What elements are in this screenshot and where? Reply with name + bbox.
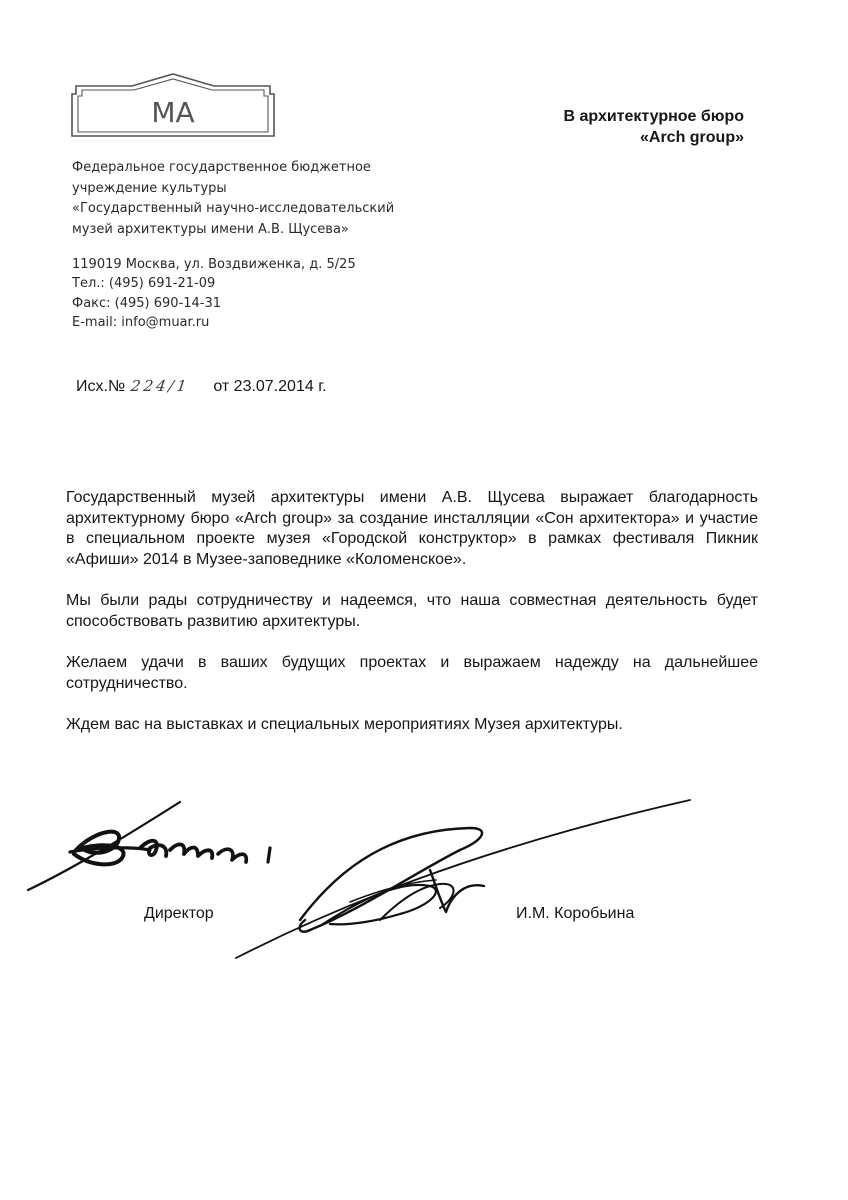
sender-address: 119019 Москва, ул. Воздвиженка, д. 5/25	[72, 257, 356, 272]
sender-phone: Тел.: (495) 691-21-09	[72, 276, 216, 292]
museum-logo-icon	[70, 72, 276, 138]
body-paragraph: Государственный музей архитектуры имени А.В. Щусева выражает благодарность архитектурному бюро «Arch group» за создание инсталляции «Сон архитектора» и участие в специальном проекте музея «Городской конструктор» в рамках фестиваля Пикник «Афиши» 2014 в Музее-заповеднике «Коломенское».	[66, 489, 758, 568]
org-line: учреждение культуры	[72, 180, 227, 196]
body-paragraph: Мы были рады сотрудничеству и надеемся, что наша совместная деятельность будет способствовать развитию архитектуры.	[66, 592, 758, 630]
letter-body	[66, 488, 758, 757]
outgoing-label: Исх.№	[76, 378, 126, 395]
outgoing-date: от 23.07.2014 г.	[213, 378, 327, 395]
recipient-line-2: «Arch group»	[639, 129, 744, 146]
body-paragraph: Ждем вас на выставках и специальных мероприятиях Музея архитектуры.	[66, 716, 623, 733]
sender-contacts	[72, 255, 356, 332]
outgoing-number: 224/1	[129, 377, 191, 395]
recipient-block	[563, 106, 744, 148]
sender-email: E-mail: info@muar.ru	[72, 314, 210, 330]
outgoing-reference	[76, 376, 327, 397]
org-line: музей архитектуры имени А.В. Щусева»	[72, 221, 349, 237]
sender-fax: Факс: (495) 690-14-31	[72, 295, 222, 311]
recipient-line-1: В архитектурное бюро	[563, 108, 744, 125]
signatory-name: И.М. Коробьина	[516, 905, 635, 922]
sender-organization	[72, 158, 394, 240]
handwritten-signature-icon	[0, 790, 848, 970]
body-paragraph: Желаем удачи в ваших будущих проектах и выражаем надежду на дальнейшее сотрудничество.	[66, 654, 758, 692]
logo-text: МА	[151, 96, 195, 129]
org-line: «Государственный научно-исследовательский	[72, 201, 395, 216]
org-line: Федеральное государственное бюджетное	[72, 160, 371, 175]
signatory-role: Директор	[144, 905, 214, 922]
